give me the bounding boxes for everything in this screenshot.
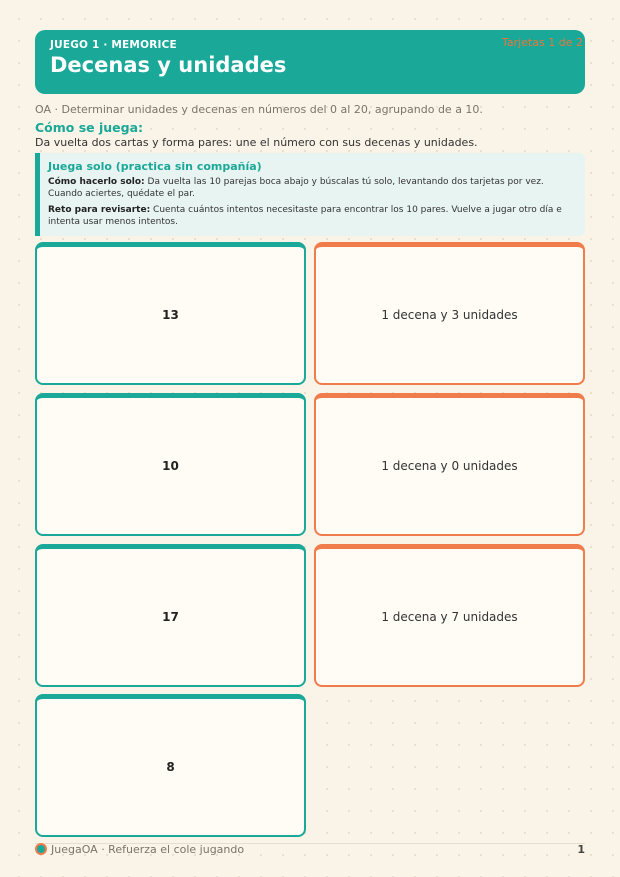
solo-how-label: Cómo hacerlo solo:: [48, 177, 145, 187]
page-header: [35, 30, 585, 94]
memory-card-number[interactable]: 17: [35, 544, 306, 687]
page-title: Decenas y unidades: [50, 53, 287, 77]
cards-page-label: Tarjetas 1 de 2: [501, 36, 583, 49]
page-footer: [35, 843, 585, 857]
learning-objective: OA · Determinar unidades y decenas en números del 0 al 20, agrupando de a 10.: [35, 103, 483, 116]
how-to-play-text: Da vuelta dos cartas y forma pares: une el número con sus decenas y unidades.: [35, 136, 478, 149]
memory-card-decomposition[interactable]: 1 decena y 7 unidades: [314, 544, 585, 687]
brand-logo-icon: [35, 843, 47, 855]
solo-challenge-label: Reto para revisarte:: [48, 205, 151, 215]
game-kicker: JUEGO 1 · MEMORICE: [50, 39, 177, 51]
footer-brand: JuegaOA · Refuerza el cole jugando: [51, 843, 245, 856]
memory-card-number[interactable]: 13: [35, 242, 306, 385]
memory-card-decomposition[interactable]: 1 decena y 3 unidades: [314, 242, 585, 385]
solo-how-text: Da vuelta las 10 parejas boca abajo y búscalas tú solo, levantando dos tarjetas por vez. Cuando aciertes, quédate el par.: [48, 177, 544, 199]
memory-card-number[interactable]: 8: [35, 694, 306, 837]
solo-play-box: [35, 153, 585, 236]
solo-challenge-paragraph: [48, 204, 575, 228]
how-to-play-heading: Cómo se juega:: [35, 120, 144, 135]
footer-page-number: 1: [577, 843, 585, 856]
solo-how-paragraph: [48, 176, 575, 200]
solo-play-title: Juega solo (practica sin compañía): [48, 160, 262, 173]
memory-card-decomposition[interactable]: 1 decena y 0 unidades: [314, 393, 585, 536]
solo-challenge-text: Cuenta cuántos intentos necesitaste para encontrar los 10 pares. Vuelve a jugar otro día e intenta usar menos intentos.: [48, 205, 562, 227]
memory-card-number[interactable]: 10: [35, 393, 306, 536]
